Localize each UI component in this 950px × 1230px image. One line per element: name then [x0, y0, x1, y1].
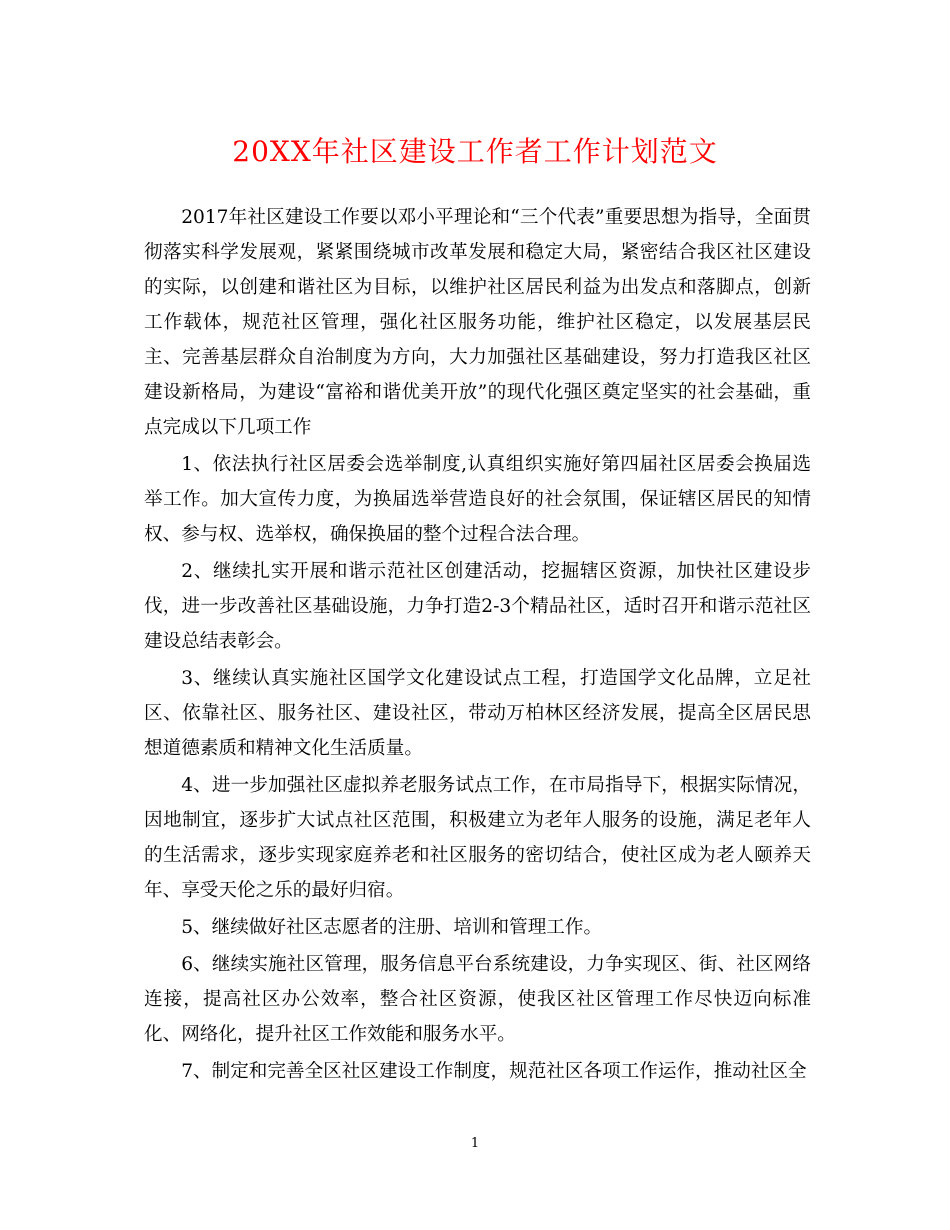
item-5-paragraph: 5、继续做好社区志愿者的注册、培训和管理工作。 — [181, 917, 603, 938]
intro-paragraph: 2017年社区建设工作要以邓小平理论和“三个代表”重要思想为指导，全面贯彻落实科学发展观，紧紧围绕城市改革发展和稳定大局，紧密结合我区社区建设的实际，以创建和谐社区为目标，以维护社区居民利益为出发点和落脚点，创新工作载体，规范社区管理，强化社区服务功能，维护社区稳定，以发展基层民主、完善基层群众自治制度为方向，大力加强社区基础建设，努力打造我区社区建设新格局，为建设“富裕和谐优美开放”的现代化强区奠定坚实的社会基础，重点完成以下几项工作 — [144, 207, 811, 438]
item-1-paragraph: 1、依法执行社区居委会选举制度,认真组织实施好第四届社区居委会换届选举工作。加大宣传力度，为换届选举营造良好的社会氛围，保证辖区居民的知情权、参与权、选举权，确保换届的整个过程合法合理。 — [144, 454, 811, 545]
document-body — [144, 200, 811, 1091]
item-4-paragraph: 4、进一步加强社区虚拟养老服务试点工作，在市局指导下，根据实际情况，因地制宜，逐步扩大试点社区范围，积极建立为老年人服务的设施，满足老年人的生活需求，逐步实现家庭养老和社区服务的密切结合，使社区成为老人颐养天年、享受天伦之乐的最好归宿。 — [144, 775, 811, 901]
page-number: 1 — [470, 1136, 480, 1151]
item-6-paragraph: 6、继续实施社区管理，服务信息平台系统建设，力争实现区、街、社区网络连接，提高社区办公效率，整合社区资源，使我区社区管理工作尽快迈向标准化、网络化，提升社区工作效能和服务水平。 — [144, 954, 811, 1045]
item-3-paragraph: 3、继续认真实施社区国学文化建设试点工程，打造国学文化品牌，立足社区、依靠社区、服务社区、建设社区，带动万柏林区经济发展，提高全区居民思想道德素质和精神文化生活质量。 — [144, 668, 811, 759]
document-title: 20XX年社区建设工作者工作计划范文 — [232, 135, 718, 168]
item-7-paragraph: 7、制定和完善全区社区建设工作制度，规范社区各项工作运作，推动社区全 — [181, 1061, 807, 1082]
item-2-paragraph: 2、继续扎实开展和谐示范社区创建活动，挖掘辖区资源，加快社区建设步伐，进一步改善社区基础设施，力争打造2-3个精品社区，适时召开和谐示范社区建设总结表彰会。 — [144, 561, 811, 652]
